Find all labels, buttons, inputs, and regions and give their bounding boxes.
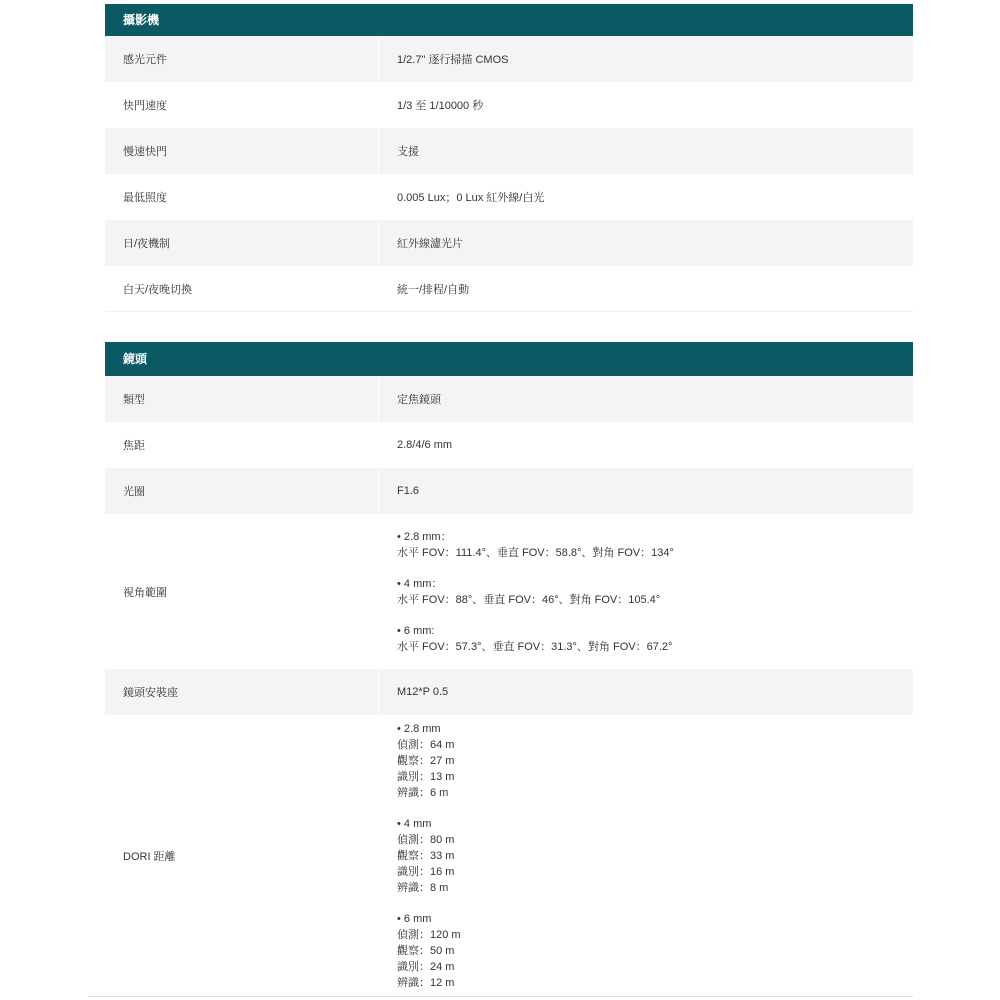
spec-row xyxy=(105,36,913,82)
fov-group xyxy=(397,529,674,561)
lens-spec-section xyxy=(105,342,913,997)
fov-head: • 6 mm: xyxy=(397,624,435,637)
spec-label: 類型 xyxy=(123,394,145,406)
dori-line: 辨識：12 m xyxy=(397,977,455,989)
spec-label: 快門速度 xyxy=(123,100,167,112)
spec-row xyxy=(105,266,913,312)
spec-row xyxy=(105,174,913,220)
spec-label: 白天/夜晚切換 xyxy=(123,283,193,296)
dori-line: 觀察：50 m xyxy=(397,945,455,957)
fov-line: 水平 FOV：111.4°、垂直 FOV：58.8°、對角 FOV：134° xyxy=(397,546,674,559)
spec-label: 視角範圍 xyxy=(123,586,167,599)
spec-value: M12*P 0.5 xyxy=(378,669,913,715)
dori-line: 觀察：27 m xyxy=(397,755,455,767)
dori-line: 觀察：33 m xyxy=(397,850,455,862)
fov-line: 水平 FOV：57.3°、垂直 FOV：31.3°、對角 FOV：67.2° xyxy=(397,640,673,653)
dori-head: • 6 mm xyxy=(397,913,432,925)
spec-value: 0.005 Lux；0 Lux 紅外線/白光 xyxy=(378,174,913,220)
spec-label: 焦距 xyxy=(123,440,145,452)
dori-group xyxy=(397,816,461,896)
spec-value: 定焦鏡頭 xyxy=(378,376,913,422)
spec-value: 紅外線濾光片 xyxy=(378,220,913,266)
camera-section-header: 攝影機 xyxy=(105,4,913,36)
spec-value: F1.6 xyxy=(378,468,913,514)
dori-group xyxy=(397,911,461,991)
spec-label: 光圈 xyxy=(123,486,145,498)
dori-line: 偵測：80 m xyxy=(397,834,455,846)
spec-row xyxy=(105,468,913,514)
dori-line: 辨識：6 m xyxy=(397,787,449,799)
fov-group xyxy=(397,623,674,655)
fov-group xyxy=(397,576,674,608)
dori-line: 識別：13 m xyxy=(397,771,455,783)
fov-head: • 4 mm： xyxy=(397,577,443,590)
spec-row-fov xyxy=(105,514,913,669)
spec-row xyxy=(105,376,913,422)
spec-label: 感光元件 xyxy=(123,54,167,66)
spec-row xyxy=(105,669,913,715)
bottom-divider xyxy=(88,996,913,997)
spec-value: 1/3 至 1/10000 秒 xyxy=(378,82,913,128)
dori-line: 偵測：120 m xyxy=(397,929,461,941)
spec-label: DORI 距離 xyxy=(123,851,176,863)
spec-row xyxy=(105,82,913,128)
fov-line: 水平 FOV：88°、垂直 FOV：46°、對角 FOV：105.4° xyxy=(397,593,661,606)
fov-head: • 2.8 mm： xyxy=(397,530,452,543)
dori-line: 識別：24 m xyxy=(397,961,455,973)
dori-group xyxy=(397,721,461,801)
dori-head: • 4 mm xyxy=(397,818,432,830)
spec-label: 慢速快門 xyxy=(123,146,167,158)
dori-line: 偵測：64 m xyxy=(397,739,455,751)
dori-line: 辨識：8 m xyxy=(397,882,449,894)
spec-value: 1/2.7" 逐行掃描 CMOS xyxy=(378,36,913,82)
spec-label: 最低照度 xyxy=(123,192,167,204)
spec-row xyxy=(105,220,913,266)
lens-section-header: 鏡頭 xyxy=(105,342,913,376)
dori-head: • 2.8 mm xyxy=(397,723,441,735)
spec-label: 鏡頭安裝座 xyxy=(123,687,178,699)
spec-value: 統一/排程/自動 xyxy=(378,266,913,311)
spec-value-fov xyxy=(378,514,913,669)
dori-line: 識別：16 m xyxy=(397,866,455,878)
spec-value-dori xyxy=(378,715,913,997)
spec-label: 日/夜機制 xyxy=(123,238,171,250)
spec-row xyxy=(105,128,913,174)
spec-value: 支援 xyxy=(378,128,913,174)
camera-spec-section xyxy=(105,4,913,312)
spec-value: 2.8/4/6 mm xyxy=(378,422,913,468)
spec-row-dori xyxy=(105,715,913,997)
spec-row xyxy=(105,422,913,468)
